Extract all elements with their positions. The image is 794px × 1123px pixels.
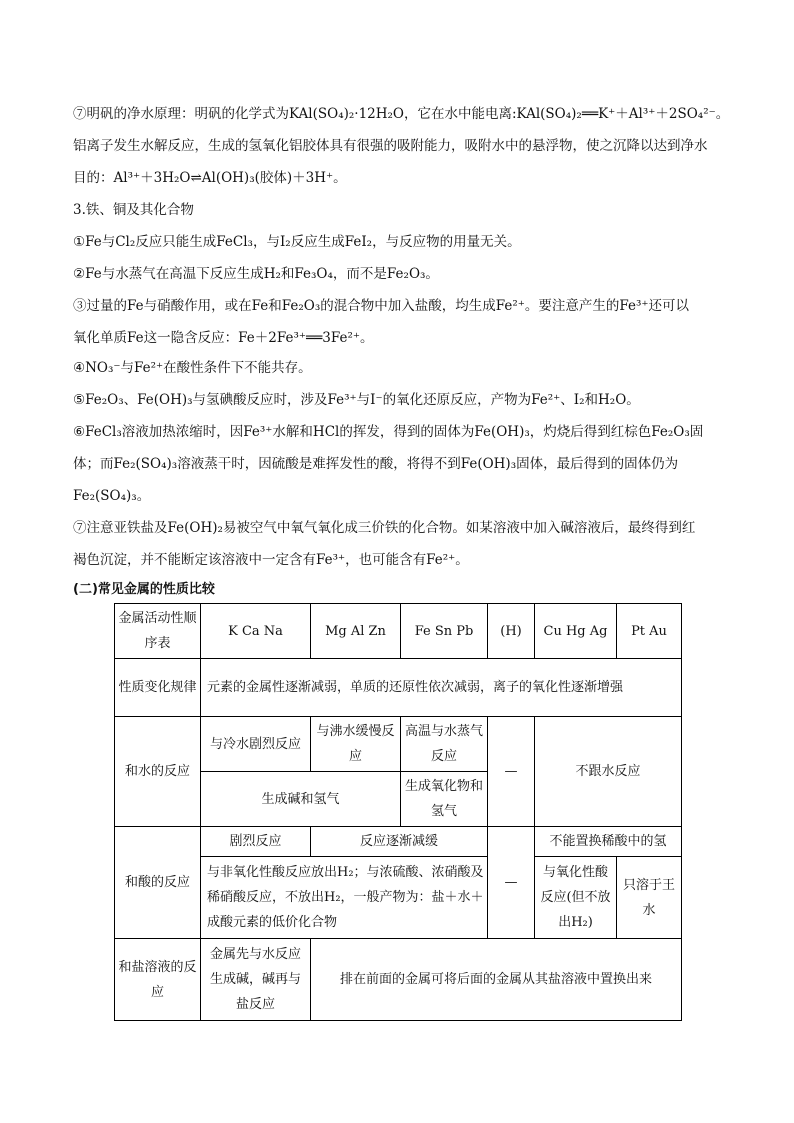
table-row — [115, 604, 682, 659]
iron-fact-6-line-2: 体；而Fe₂(SO₄)₃溶液蒸干时，因硫酸是难挥发性的酸，将得不到Fe(OH)₃固体，最后得到的固体仍为 — [73, 456, 679, 472]
alum-principle-line-3: 目的：Al³⁺＋3H₂O⇌Al(OH)₃(胶体)＋3H⁺。 — [73, 170, 347, 186]
activity-series-label: 金属活动性顺序表 — [115, 604, 201, 659]
iron-fact-6-line-1: ⑥FeCl₃溶液加热浓缩时，因Fe³⁺水解和HCl的挥发，得到的固体为Fe(OH)₃，灼烧后得到红棕色Fe₂O₃固 — [73, 424, 704, 440]
water-none-cell: 不跟水反应 — [535, 717, 682, 827]
section-3-title: 3.铁、铜及其化合物 — [73, 202, 194, 218]
water-steam-cell: 高温与水蒸气反应 — [401, 717, 488, 772]
iron-fact-5: ⑤Fe₂O₃、Fe(OH)₃与氢碘酸反应时，涉及Fe³⁺与I⁻的氧化还原反应，产物为Fe²⁺、I₂和H₂O。 — [73, 392, 640, 408]
table-row — [115, 659, 682, 717]
iron-fact-7-line-1: ⑦注意亚铁盐及Fe(OH)₂易被空气中氧气氧化成三价铁的化合物。如某溶液中加入碱溶液后，最终得到红 — [73, 520, 696, 536]
water-oxide-h2-cell: 生成氧化物和氢气 — [401, 772, 488, 827]
metal-group-cell: Cu Hg Ag — [535, 604, 617, 659]
water-cold-cell: 与冷水剧烈反应 — [201, 717, 311, 772]
alum-principle-line-1: ⑦明矾的净水原理：明矾的化学式为KAl(SO₄)₂·12H₂O，它在水中能电离:KAl(SO₄)₂══K⁺＋Al³⁺＋2SO₄²⁻。 — [73, 106, 730, 122]
salt-reaction-label: 和盐溶液的反应 — [115, 939, 201, 1021]
metal-properties-table — [114, 603, 682, 1021]
iron-fact-3-line-2: 氧化单质Fe这一隐含反应：Fe＋2Fe³⁺══3Fe²⁺。 — [73, 330, 374, 346]
trend-label: 性质变化规律 — [115, 659, 201, 717]
metal-group-cell: Fe Sn Pb — [401, 604, 488, 659]
comparison-section-title: (二)常见金属的性质比较 — [73, 582, 215, 597]
iron-fact-2: ②Fe与水蒸气在高温下反应生成H₂和Fe₃O₄，而不是Fe₂O₃。 — [73, 266, 439, 282]
water-reaction-label: 和水的反应 — [115, 717, 201, 827]
table-row — [115, 827, 682, 857]
acid-violent-cell: 剧烈反应 — [201, 827, 311, 857]
water-boil-cell: 与沸水缓慢反应 — [311, 717, 401, 772]
iron-fact-7-line-2: 褐色沉淀，并不能断定该溶液中一定含有Fe³⁺，也可能含有Fe²⁺。 — [73, 552, 469, 568]
acid-aqua-regia-cell: 只溶于王水 — [617, 857, 682, 939]
acid-slowing-cell: 反应逐渐减缓 — [311, 827, 488, 857]
water-dash-cell: — — [488, 717, 535, 827]
trend-text: 元素的金属性逐渐减弱，单质的还原性依次减弱，离子的氧化性逐渐增强 — [201, 659, 682, 717]
iron-fact-4: ④NO₃⁻与Fe²⁺在酸性条件下不能共存。 — [73, 360, 312, 376]
salt-first-cell: 金属先与水反应生成碱，碱再与盐反应 — [201, 939, 311, 1021]
table-row — [115, 939, 682, 1021]
table-row — [115, 857, 682, 939]
salt-displace-cell: 排在前面的金属可将后面的金属从其盐溶液中置换出来 — [311, 939, 682, 1021]
acid-oxidizing-cell: 与氧化性酸反应(但不放出H₂) — [535, 857, 617, 939]
iron-fact-3-line-1: ③过量的Fe与硝酸作用，或在Fe和Fe₂O₃的混合物中加入盐酸，均生成Fe²⁺。要注意产生的Fe³⁺还可以 — [73, 298, 690, 314]
acid-dash-cell: — — [488, 827, 535, 939]
metal-group-cell: K Ca Na — [201, 604, 311, 659]
acid-nonoxidizing-cell: 与非氧化性酸反应放出H₂；与浓硫酸、浓硝酸及稀硝酸反应，不放出H₂，一般产物为：盐＋水＋成酸元素的低价化合物 — [201, 857, 488, 939]
metal-group-cell: (H) — [488, 604, 535, 659]
water-base-h2-cell: 生成碱和氢气 — [201, 772, 401, 827]
table-row — [115, 717, 682, 772]
metal-group-cell: Mg Al Zn — [311, 604, 401, 659]
alum-principle-line-2: 铝离子发生水解反应，生成的氢氧化铝胶体具有很强的吸附能力，吸附水中的悬浮物，使之沉降以达到净水 — [73, 138, 708, 154]
acid-no-displace-cell: 不能置换稀酸中的氢 — [535, 827, 682, 857]
acid-reaction-label: 和酸的反应 — [115, 827, 201, 939]
iron-fact-6-line-3: Fe₂(SO₄)₃。 — [73, 488, 151, 504]
iron-fact-1: ①Fe与Cl₂反应只能生成FeCl₃，与I₂反应生成FeI₂，与反应物的用量无关。 — [73, 234, 521, 250]
metal-group-cell: Pt Au — [617, 604, 682, 659]
